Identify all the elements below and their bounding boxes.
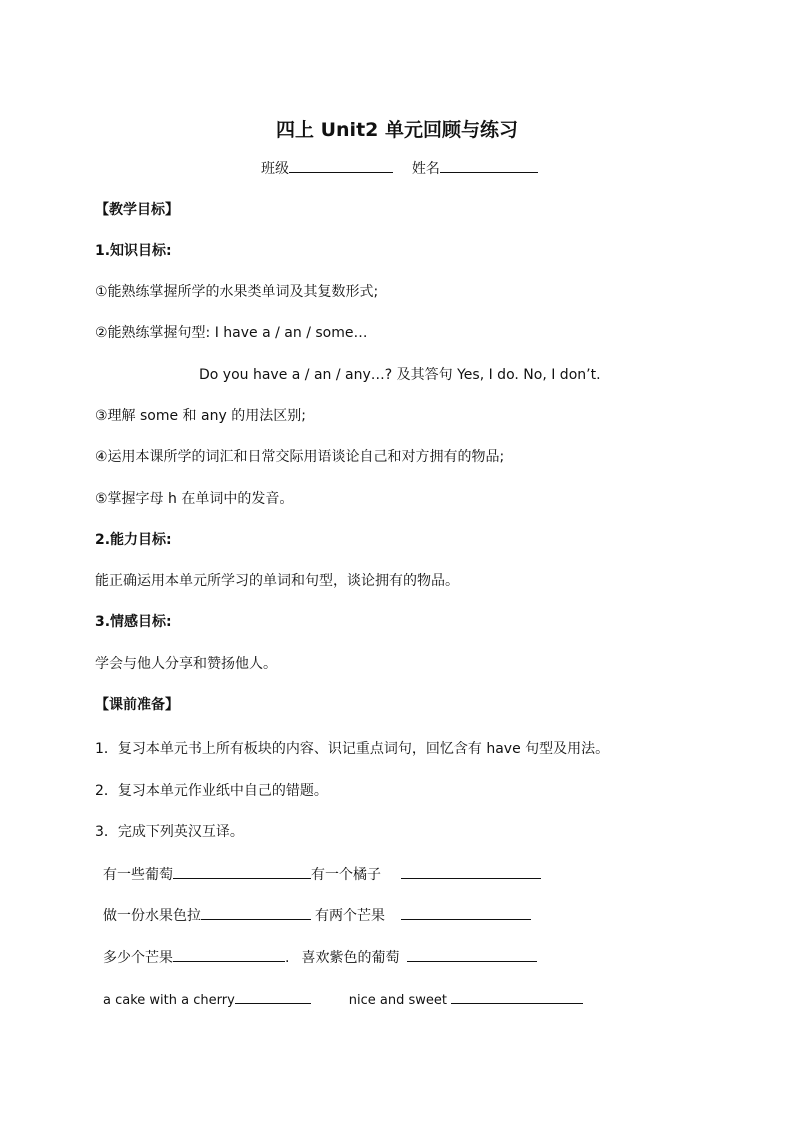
preparation-item: 2．复习本单元作业纸中自己的错题。 bbox=[95, 783, 328, 799]
knowledge-item: ②能熟练掌握句型: I have a / an / some… bbox=[95, 325, 368, 341]
translation-row bbox=[103, 947, 537, 967]
translation-row bbox=[103, 989, 583, 1010]
answer-blank[interactable] bbox=[173, 947, 285, 962]
ability-text: 能正确运用本单元所学习的单词和句型，谈论拥有的物品。 bbox=[95, 573, 459, 589]
knowledge-item: ⑤掌握字母 h 在单词中的发音。 bbox=[95, 491, 294, 507]
prompt-text: 多少个芒果 bbox=[103, 950, 173, 966]
prompt-text: 做一份水果色拉 bbox=[103, 908, 201, 924]
objectives-heading: 【教学目标】 bbox=[95, 202, 179, 218]
ability-heading: 2.能力目标: bbox=[95, 532, 172, 548]
knowledge-item: ④运用本课所学的词汇和日常交际用语谈论自己和对方拥有的物品; bbox=[95, 449, 505, 465]
answer-blank[interactable] bbox=[407, 947, 537, 962]
prompt-text: 有一些葡萄 bbox=[103, 867, 173, 883]
prompt-text: 有两个芒果 bbox=[315, 908, 385, 924]
class-blank[interactable] bbox=[289, 158, 393, 173]
answer-blank[interactable] bbox=[401, 905, 531, 920]
name-blank[interactable] bbox=[440, 158, 538, 173]
answer-blank[interactable] bbox=[451, 989, 583, 1004]
translation-row bbox=[103, 864, 541, 884]
answer-blank[interactable] bbox=[201, 905, 311, 920]
emotion-heading: 3.情感目标: bbox=[95, 614, 172, 630]
preparation-item: 3．完成下列英汉互译。 bbox=[95, 824, 244, 840]
prompt-text: a cake with a cherry bbox=[103, 993, 235, 1008]
prompt-text: 有一个橘子 bbox=[311, 867, 381, 883]
prompt-text: 喜欢紫色的葡萄 bbox=[301, 950, 400, 966]
answer-blank[interactable] bbox=[173, 864, 311, 879]
knowledge-item: Do you have a / an / any…? 及其答句 Yes, I do. No, I don’t. bbox=[199, 367, 601, 383]
page-title: 四上 Unit2 单元回顾与练习 bbox=[275, 119, 518, 141]
translation-row bbox=[103, 905, 531, 925]
answer-blank[interactable] bbox=[235, 989, 311, 1004]
prompt-text: nice and sweet bbox=[348, 993, 447, 1008]
preparation-heading: 【课前准备】 bbox=[95, 697, 179, 713]
name-label: 姓名 bbox=[411, 161, 440, 177]
knowledge-item: ①能熟练掌握所学的水果类单词及其复数形式; bbox=[95, 284, 379, 300]
preparation-item: 1．复习本单元书上所有板块的内容、识记重点词句，回忆含有 have 句型及用法。 bbox=[95, 741, 610, 757]
knowledge-item: ③理解 some 和 any 的用法区别; bbox=[95, 408, 306, 424]
emotion-text: 学会与他人分享和赞扬他人。 bbox=[95, 656, 277, 672]
class-label: 班级 bbox=[261, 161, 289, 177]
header-fields bbox=[261, 158, 538, 178]
knowledge-heading: 1.知识目标: bbox=[95, 243, 172, 259]
answer-blank[interactable] bbox=[401, 864, 541, 879]
separator: . bbox=[285, 950, 290, 966]
